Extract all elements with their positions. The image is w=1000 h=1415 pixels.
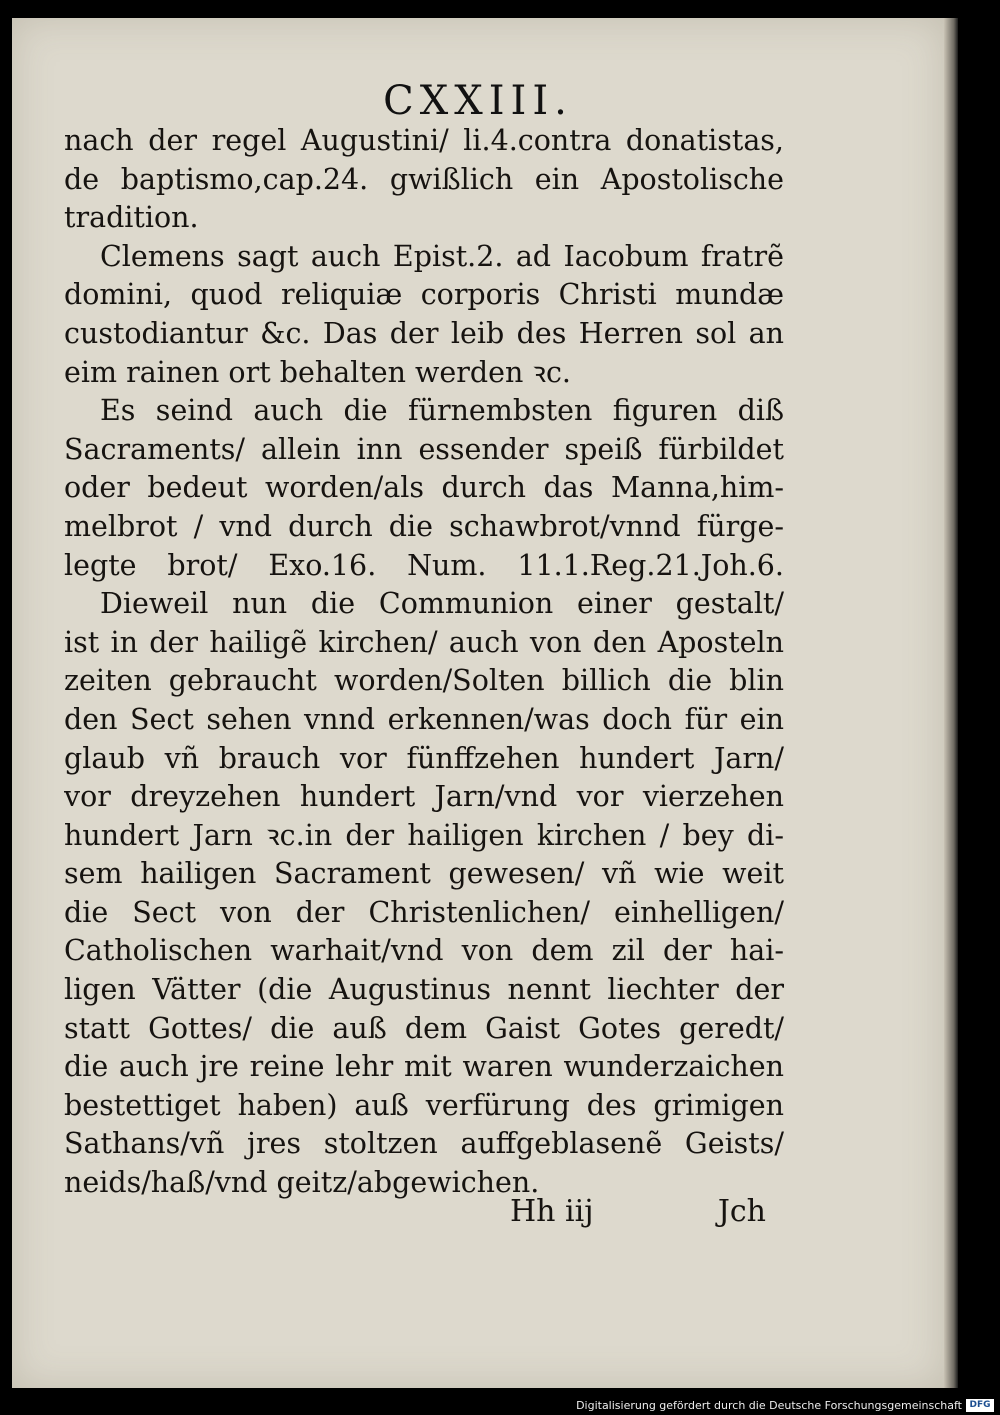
text-line: vor dreyzehen hundert Jarn/vnd vor vierzehen [64,780,784,814]
text-line: den Sect sehen vnnd erkennen/was doch für ein [64,702,784,736]
text-line: ligen Vätter (die Augustinus nennt liechter der [64,973,784,1007]
text-line: domini, quod reliquiæ corporis Christi mundæ [64,278,784,312]
text-line: nach der regel Augustini/ li.4.contra donatistas, [64,124,784,157]
digitization-footer [0,1396,1000,1415]
page-edge-shadow [944,18,958,1388]
text-line: oder bedeut worden/als durch das Manna,him- [64,471,784,505]
dfg-logo: DFG [966,1399,994,1412]
folio-number: CXXIII. [383,78,573,124]
book-page [12,18,944,1388]
text-line: de baptismo,cap.24. gwißlich ein Apostolische [64,162,784,196]
text-line: zeiten gebraucht worden/Solten billich die blin [64,664,784,698]
text-line: bestettiget haben) auß verfürung des grimigen [64,1088,784,1122]
text-line: Sathans/vñ jres stoltzen auffgeblasenẽ Geists/ [64,1127,784,1161]
text-line: die auch jre reine lehr mit waren wunderzaichen [64,1050,784,1084]
text-line: melbrot / vnd durch die schawbrot/vnnd fürge- [64,509,784,543]
text-line: neids/haß/vnd geitz/abgewichen. [64,1166,540,1200]
text-line: custodiantur &c. Das der leib des Herren sol an [64,316,784,350]
text-line: Catholischen warhait/vnd von dem zil der hai- [64,934,784,968]
text-line: Clemens sagt auch Epist.2. ad Iacobum fratrẽ [100,239,784,273]
text-line: sem hailigen Sacrament gewesen/ vñ wie weit [64,857,784,891]
text-line: ist in der hailigẽ kirchen/ auch von den Aposteln [64,625,784,659]
text-line: Dieweil nun die Communion einer gestalt/ [100,587,784,621]
text-line: tradition. [64,201,199,235]
body-text [64,122,784,1203]
text-line: statt Gottes/ die auß dem Gaist Gotes geredt/ [64,1011,784,1045]
text-line: legte brot/ Exo.16. Num. 11.1.Reg.21.Joh.6. [64,548,784,582]
text-line: Es seind auch die fürnembsten figuren diß [100,394,784,428]
text-line: hundert Jarn ꝛc.in der hailigen kirchen / bey di- [64,818,784,852]
text-line: eim rainen ort behalten werden ꝛc. [64,355,571,389]
text-line: glaub vñ brauch vor fünffzehen hundert Jarn/ [64,741,784,775]
funding-credit: Digitalisierung gefördert durch die Deutsche Forschungsgemeinschaft [576,1399,962,1412]
text-line: die Sect von der Christenlichen/ einhelligen/ [64,895,784,929]
text-line: Sacraments/ allein inn essender speiß fürbildet [64,432,784,466]
catchword: Jch [717,1194,766,1229]
catchword-line [510,1194,766,1229]
signature-mark: Hh iij [510,1194,594,1229]
